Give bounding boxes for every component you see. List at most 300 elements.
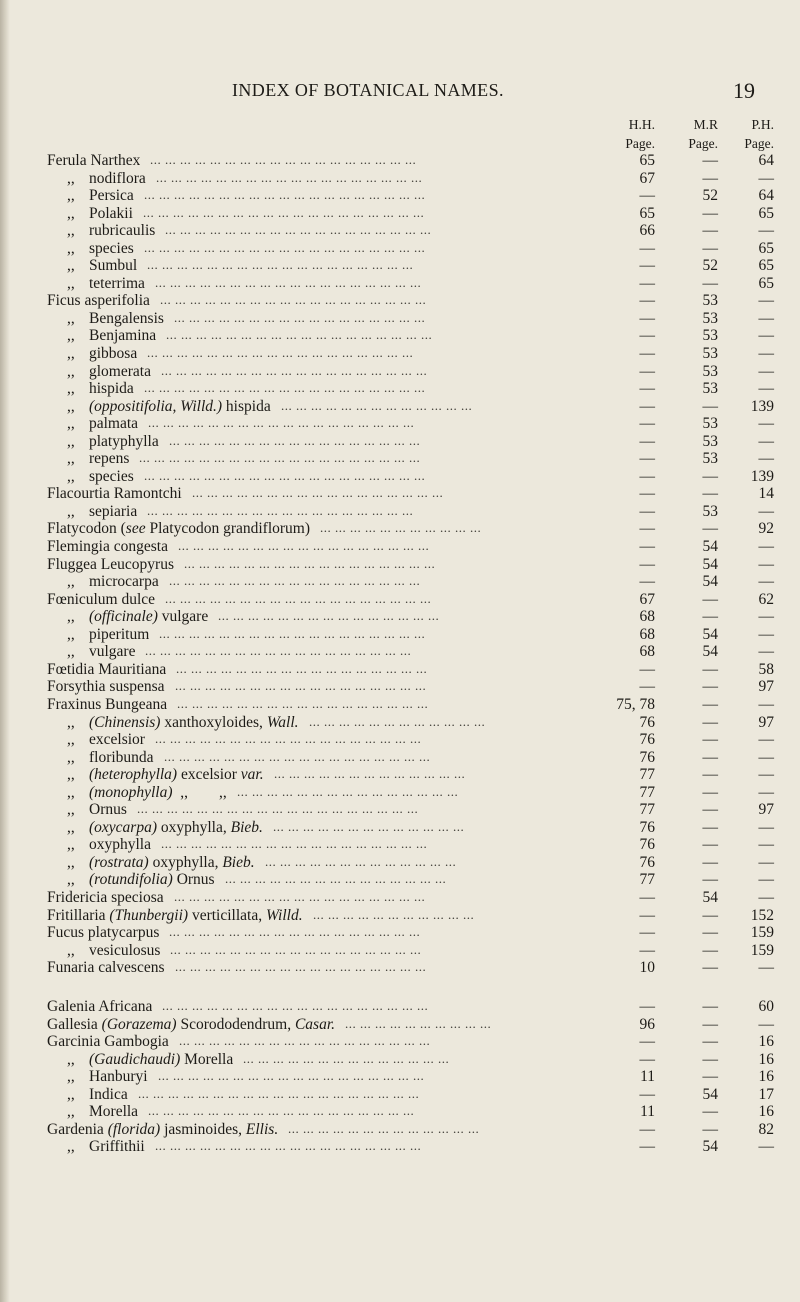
page-ref-mr: — <box>702 590 718 608</box>
entry-synonym: (Gaudichaudi) <box>89 1050 181 1068</box>
entry-label: palmata <box>89 415 139 433</box>
ditto-mark: ,, <box>67 432 75 450</box>
entry-name <box>47 924 159 942</box>
index-entry <box>0 170 800 188</box>
page-ref-ph: — <box>758 502 774 520</box>
entry-name <box>67 836 151 854</box>
page-ref-hh: — <box>639 274 655 292</box>
entry-name <box>67 380 134 398</box>
index-entry <box>0 836 800 854</box>
entry-label: Bengalensis <box>89 309 164 327</box>
ditto-mark: ,, <box>67 713 75 731</box>
entry-name <box>47 1121 278 1139</box>
page-ref-ph: — <box>758 345 774 363</box>
ditto-mark: ,, <box>67 1103 75 1121</box>
leader-dots: ... ... ... ... ... ... ... ... ... ... ... ... ... ... ... ... ... ... <box>147 502 414 518</box>
leader-dots: ... ... ... ... ... ... ... ... ... ... ... ... ... ... ... ... ... <box>192 485 444 501</box>
ditto-mark: ,, <box>67 818 75 836</box>
entry-authority: Wall. <box>266 713 299 731</box>
leader-dots: ... ... ... ... ... ... ... ... ... ... ... ... ... ... ... ... ... ... <box>162 998 429 1013</box>
page-ref-ph: 14 <box>758 485 774 503</box>
page-ref-ph: — <box>758 888 774 906</box>
entry-name <box>67 468 134 486</box>
entry-label: Fraxinus Bungeana <box>47 695 168 713</box>
entry-name <box>47 1016 335 1034</box>
page-ref-mr: — <box>702 1120 718 1138</box>
page-ref-mr: 54 <box>702 573 718 591</box>
leader-dots: ... ... ... ... ... ... ... ... ... ... ... ... ... ... ... ... ... ... <box>165 222 432 238</box>
leader-dots: ... ... ... ... ... ... ... ... ... ... ... ... ... <box>281 397 473 413</box>
entry-name <box>67 801 127 819</box>
page-ref-ph: 97 <box>758 678 774 696</box>
leader-dots: ... ... ... ... ... ... ... ... ... ... ... ... ... ... ... ... ... <box>184 555 436 571</box>
entry-name: Flatycodon (see Platycodon grandiflorum) <box>47 520 311 538</box>
index-entry <box>0 292 800 310</box>
entry-synonym: (Thunbergii) <box>109 906 189 924</box>
ditto-mark: ,, <box>67 257 75 275</box>
page-ref-hh: 11 <box>640 1068 655 1086</box>
leader-dots: ... ... ... ... ... ... ... ... ... ... ... ... ... ... ... ... ... <box>179 1033 431 1049</box>
entry-label: piperitum <box>89 625 150 643</box>
entry-species: xanthoxyloides, <box>160 713 267 731</box>
leader-dots: ... ... ... ... ... ... ... ... ... ... ... ... ... ... ... ... ... <box>174 888 426 904</box>
entry-genus: Fritillaria <box>47 906 110 924</box>
index-entry <box>0 696 800 714</box>
entry-name <box>67 731 145 749</box>
page-ref-hh: — <box>639 998 655 1015</box>
index-entry <box>0 959 800 977</box>
entry-label: vulgare <box>89 643 136 661</box>
page-ref-hh: — <box>639 432 655 450</box>
page-ref-hh: 77 <box>639 871 655 889</box>
page-ref-ph: — <box>758 748 774 766</box>
page-ref-hh: 96 <box>639 1015 655 1033</box>
entry-label: Ferula Narthex <box>47 152 141 169</box>
page-ref-mr: — <box>702 731 718 749</box>
index-entry <box>0 801 800 819</box>
ditto-mark: ,, <box>67 871 75 889</box>
page-ref-mr: — <box>702 871 718 889</box>
page-ref-ph: — <box>758 643 774 661</box>
entry-label: excelsior <box>89 731 145 749</box>
page-ref-mr: 53 <box>702 362 718 380</box>
index-entry <box>0 1033 800 1051</box>
column-subheader-hh: Page. <box>625 136 655 151</box>
entry-name <box>67 327 156 345</box>
entry-name <box>67 433 159 451</box>
page-ref-ph: — <box>758 538 774 556</box>
page-ref-ph: 65 <box>758 274 774 292</box>
entry-label: Ornus <box>89 801 127 819</box>
page-ref-ph: 16 <box>758 1050 774 1068</box>
entry-authority: Casar. <box>294 1015 336 1033</box>
entry-species: jasminoides, <box>160 1120 246 1138</box>
entry-synonym: (rotundifolia) <box>89 871 173 889</box>
ditto-mark: ,, <box>67 1085 75 1103</box>
page-ref-mr: — <box>702 660 718 678</box>
entry-synonym: (officinale) <box>89 608 158 626</box>
page-ref-ph: — <box>758 836 774 854</box>
page-ref-hh: — <box>639 450 655 468</box>
leader-dots: ... ... ... ... ... ... ... ... ... ... ... <box>313 906 475 922</box>
leader-dots: ... ... ... ... ... ... ... ... ... ... ... ... ... ... ... ... ... <box>169 924 421 940</box>
ditto-mark: ,, <box>67 573 75 591</box>
entry-label: Ficus asperifolia <box>47 292 150 310</box>
index-entry <box>0 1138 800 1156</box>
leader-dots: ... ... ... ... ... ... ... ... ... ... ... ... ... ... <box>243 1050 450 1066</box>
index-entry <box>0 1121 800 1139</box>
page-ref-hh: 67 <box>639 169 655 187</box>
page-ref-hh: — <box>639 362 655 380</box>
page-ref-hh: 76 <box>639 713 655 731</box>
page-ref-hh: 77 <box>639 766 655 784</box>
entry-group <box>0 152 800 977</box>
page-ref-mr: — <box>702 239 718 257</box>
ditto-mark: ,, <box>67 801 75 819</box>
entry-label: platyphylla <box>89 432 159 450</box>
entry-species: ,, ,, <box>172 783 227 801</box>
entry-species: hispida <box>222 397 271 415</box>
ditto-mark: ,, <box>67 643 75 661</box>
page-ref-hh: 11 <box>640 1103 655 1121</box>
page-ref-mr: — <box>702 801 718 819</box>
leader-dots: ... ... ... ... ... ... ... ... ... ... ... ... ... <box>265 853 457 869</box>
page-ref-mr: 53 <box>702 345 718 363</box>
entry-label: Flemingia congesta <box>47 538 168 556</box>
page-ref-hh: 76 <box>639 748 655 766</box>
leader-dots: ... ... ... ... ... ... ... ... ... ... ... ... ... ... ... ... ... <box>175 678 427 694</box>
entry-authority: Bieb. <box>230 818 263 836</box>
page-ref-mr: 53 <box>702 292 718 310</box>
page-ref-ph: 65 <box>758 239 774 257</box>
page-ref-ph: — <box>758 380 774 398</box>
leader-dots: ... ... ... ... ... ... ... ... ... ... ... ... ... ... ... ... ... ... ... <box>138 1085 420 1101</box>
entry-label: teterrima <box>89 274 145 292</box>
index-entry <box>0 240 800 258</box>
leader-dots: ... ... ... ... ... ... ... ... ... ... ... ... ... ... ... ... ... ... <box>150 152 417 167</box>
page-ref-ph: — <box>758 573 774 591</box>
page-ref-hh: — <box>639 415 655 433</box>
ditto-mark: ,, <box>67 625 75 643</box>
entry-name <box>47 556 174 574</box>
column-subheader-ph: Page. <box>744 136 774 151</box>
index-entry <box>0 275 800 293</box>
leader-dots: ... ... ... ... ... ... ... ... ... ... ... ... ... ... ... ... ... <box>175 959 427 975</box>
page-ref-ph: 82 <box>758 1120 774 1138</box>
page-ref-ph: — <box>758 362 774 380</box>
ditto-mark: ,, <box>67 766 75 784</box>
index-entry <box>0 398 800 416</box>
leader-dots: ... ... ... ... ... ... ... ... ... ... ... ... ... ... ... ... ... ... <box>156 169 423 185</box>
page-ref-ph: — <box>758 432 774 450</box>
page-ref-mr: — <box>702 959 718 977</box>
page-ref-mr: — <box>702 467 718 485</box>
leader-dots: ... ... ... ... ... ... ... ... ... ... ... ... ... ... ... ... ... ... <box>159 625 426 641</box>
entry-name <box>67 310 164 328</box>
page-ref-ph: — <box>758 783 774 801</box>
leader-dots: ... ... ... ... ... ... ... ... ... ... ... ... ... ... ... ... ... <box>177 695 429 711</box>
index-entry <box>0 608 800 626</box>
index-entry <box>0 503 800 521</box>
page-ref-hh: — <box>639 345 655 363</box>
entry-name <box>67 503 137 521</box>
entry-name <box>67 415 138 433</box>
page-ref-hh: — <box>639 327 655 345</box>
leader-dots: ... ... ... ... ... ... ... ... ... ... ... ... ... ... ... ... ... <box>169 573 421 589</box>
index-entry <box>0 573 800 591</box>
page-ref-ph: — <box>758 853 774 871</box>
index-entry <box>0 998 800 1016</box>
page-ref-ph: — <box>758 871 774 889</box>
leader-dots: ... ... ... ... ... ... ... ... ... ... ... ... ... ... ... ... ... ... ... <box>144 239 426 255</box>
page-ref-mr: — <box>702 222 718 240</box>
entry-label: rubricaulis <box>89 222 156 240</box>
leader-dots: ... ... ... ... ... ... ... ... ... ... ... ... ... ... ... ... ... ... <box>148 1103 415 1119</box>
entry-name <box>67 275 145 293</box>
entry-label: Fridericia speciosa <box>47 888 164 906</box>
entry-label: Fluggea Leucopyrus <box>47 555 174 573</box>
ditto-mark: ,, <box>67 853 75 871</box>
page-ref-mr: 54 <box>702 538 718 556</box>
entry-label: glomerata <box>89 362 151 380</box>
index-entry <box>0 520 800 538</box>
page-ref-ph: — <box>758 327 774 345</box>
entry-genus: Gallesia <box>47 1015 102 1033</box>
page-ref-mr: 54 <box>702 1085 718 1103</box>
leader-dots: ... ... ... ... ... ... ... ... ... ... ... ... ... ... ... ... ... ... ... <box>144 380 426 396</box>
index-entry <box>0 222 800 240</box>
running-head <box>0 80 800 106</box>
ditto-mark: ,, <box>67 309 75 327</box>
page-ref-mr: 54 <box>702 555 718 573</box>
page-ref-ph: 64 <box>758 152 774 169</box>
page-ref-ph: 159 <box>750 924 774 942</box>
leader-dots: ... ... ... ... ... ... ... ... ... ... ... ... ... ... ... ... ... ... <box>161 836 428 852</box>
leader-dots: ... ... ... ... ... ... ... ... ... ... ... ... ... ... ... ... ... ... <box>147 345 414 361</box>
entry-synonym: (florida) <box>107 1120 161 1138</box>
page-ref-hh: — <box>639 1085 655 1103</box>
page-ref-mr: — <box>702 204 718 222</box>
index-entry <box>0 257 800 275</box>
entry-species: Ornus <box>172 871 215 889</box>
entry-name <box>67 205 133 223</box>
leader-dots: ... ... ... ... ... ... ... ... ... ... ... ... ... ... ... <box>225 871 447 887</box>
entry-label: sepiaria <box>89 502 138 520</box>
index-entry <box>0 942 800 960</box>
index-entry <box>0 380 800 398</box>
page-ref-hh: — <box>639 485 655 503</box>
entry-group <box>0 998 800 1156</box>
page-ref-mr: — <box>702 695 718 713</box>
page-ref-hh: — <box>639 187 655 205</box>
ditto-mark: ,, <box>67 204 75 222</box>
index-entry <box>0 871 800 889</box>
page-ref-mr: — <box>702 818 718 836</box>
entry-name <box>47 998 152 1016</box>
entry-name <box>67 1138 145 1156</box>
page-ref-mr: 54 <box>702 643 718 661</box>
entry-name <box>47 889 164 907</box>
page-ref-ph: 152 <box>750 906 774 924</box>
entry-authority: Ellis. <box>245 1120 279 1138</box>
page-ref-mr: — <box>702 853 718 871</box>
leader-dots: ... ... ... ... ... ... ... ... ... ... ... ... ... ... ... ... ... ... <box>155 274 422 290</box>
page-ref-mr: — <box>702 748 718 766</box>
ditto-mark: ,, <box>67 380 75 398</box>
page-ref-mr: — <box>702 520 718 538</box>
entry-name <box>47 538 168 556</box>
index-entry <box>0 538 800 556</box>
entry-label: Funaria calvescens <box>47 959 165 977</box>
column-subheader-mr: Page. <box>688 136 718 151</box>
index-entry <box>0 1086 800 1104</box>
ditto-mark: ,, <box>67 450 75 468</box>
leader-dots: ... ... ... ... ... ... ... ... ... ... ... ... ... ... ... ... ... <box>178 538 430 554</box>
page-ref-mr: — <box>702 485 718 503</box>
leader-dots: ... ... ... ... ... ... ... ... ... ... ... ... ... ... ... ... ... <box>174 309 426 325</box>
page-ref-hh: — <box>639 1033 655 1051</box>
ditto-mark: ,, <box>67 1138 75 1156</box>
leader-dots: ... ... ... ... ... ... ... ... ... ... ... <box>320 520 482 536</box>
page-ref-hh: — <box>639 309 655 327</box>
entry-label: species <box>89 467 134 485</box>
ditto-mark: ,, <box>67 222 75 240</box>
entry-name <box>67 749 154 767</box>
page-ref-mr: — <box>702 1015 718 1033</box>
page-ref-mr: — <box>702 678 718 696</box>
entry-species: excelsior <box>177 766 241 784</box>
page-ref-ph: — <box>758 309 774 327</box>
page-ref-mr: — <box>702 169 718 187</box>
page-ref-ph: 139 <box>750 467 774 485</box>
ditto-mark: ,, <box>67 274 75 292</box>
entry-name <box>67 398 271 416</box>
entry-name <box>67 1068 148 1086</box>
page-ref-ph: — <box>758 1015 774 1033</box>
leader-dots: ... ... ... ... ... ... ... ... ... ... ... ... ... ... ... <box>218 608 440 624</box>
page-ref-ph: 64 <box>758 187 774 205</box>
page-ref-mr: 52 <box>702 257 718 275</box>
page-ref-hh: — <box>639 502 655 520</box>
column-header-ph: P.H. <box>751 117 774 132</box>
page-ref-ph: 65 <box>758 204 774 222</box>
index-entry <box>0 714 800 732</box>
ditto-mark: ,, <box>67 1050 75 1068</box>
page-ref-mr: — <box>702 783 718 801</box>
page-ref-ph: — <box>758 222 774 240</box>
page-ref-hh: — <box>639 941 655 959</box>
ditto-mark: ,, <box>67 415 75 433</box>
page-ref-mr: 54 <box>702 1138 718 1156</box>
entry-name <box>67 573 159 591</box>
page-ref-ph: 16 <box>758 1033 774 1051</box>
page-ref-hh: — <box>639 924 655 942</box>
entry-name <box>67 819 263 837</box>
index-entry <box>0 661 800 679</box>
entry-synonym: (oxycarpa) <box>89 818 157 836</box>
entry-species: oxyphylla, <box>148 853 223 871</box>
ditto-mark: ,, <box>67 327 75 345</box>
leader-dots: ... ... ... ... ... ... ... ... ... ... ... ... ... ... ... ... ... ... <box>166 327 433 343</box>
index-entry <box>0 907 800 925</box>
page-ref-hh: — <box>639 239 655 257</box>
leader-dots: ... ... ... ... ... ... ... ... ... ... ... ... ... ... ... ... ... ... <box>158 1068 425 1084</box>
page-ref-ph: — <box>758 1138 774 1156</box>
entry-label: gibbosa <box>89 345 138 363</box>
see-reference: see <box>125 520 146 538</box>
page-ref-mr: — <box>702 924 718 942</box>
index-entry <box>0 556 800 574</box>
leader-dots: ... ... ... ... ... ... ... ... ... ... ... ... ... ... ... ... ... ... ... <box>137 801 419 817</box>
column-header-mr: M.R <box>693 117 718 132</box>
page-ref-mr: 53 <box>702 327 718 345</box>
page-ref-ph: 16 <box>758 1068 774 1086</box>
entry-name <box>67 222 155 240</box>
leader-dots: ... ... ... ... ... ... ... ... ... ... ... ... ... ... ... ... ... <box>176 660 428 676</box>
page-ref-mr: — <box>702 713 718 731</box>
index-entry <box>0 643 800 661</box>
page-ref-hh: 68 <box>639 643 655 661</box>
entry-name <box>47 292 150 310</box>
leader-dots: ... ... ... ... ... ... ... ... ... ... ... ... ... ... ... ... ... ... <box>148 415 415 431</box>
entry-label: vesiculosus <box>89 941 161 959</box>
entry-label: repens <box>89 450 130 468</box>
page-ref-mr: 53 <box>702 309 718 327</box>
page-ref-hh: — <box>639 397 655 415</box>
page-ref-hh: 76 <box>639 731 655 749</box>
entry-name <box>67 626 149 644</box>
entry-label: Morella <box>89 1103 139 1121</box>
page-ref-ph: 60 <box>758 998 774 1015</box>
page-ref-hh: 77 <box>639 801 655 819</box>
page-number: 19 <box>733 78 755 103</box>
leader-dots: ... ... ... ... ... ... ... ... ... ... ... ... ... ... ... ... ... ... <box>161 362 428 378</box>
page-ref-ph: — <box>758 415 774 433</box>
page-ref-ph: 17 <box>758 1085 774 1103</box>
entry-name <box>47 152 140 170</box>
page-ref-mr: 53 <box>702 415 718 433</box>
page-ref-hh: 65 <box>639 152 655 169</box>
leader-dots: ... ... ... ... ... ... ... ... ... ... ... ... ... ... ... ... ... <box>170 941 422 957</box>
index-entry <box>0 591 800 609</box>
entry-label: Polakii <box>89 204 133 222</box>
leader-dots: ... ... ... ... ... ... ... ... ... ... <box>345 1015 492 1031</box>
page-ref-hh: — <box>639 1050 655 1068</box>
page-ref-ph: — <box>758 625 774 643</box>
entry-name <box>67 170 146 188</box>
entry-synonym: (monophylla) <box>89 783 173 801</box>
index-entry <box>0 205 800 223</box>
index-entry <box>0 415 800 433</box>
entry-name <box>67 871 215 889</box>
page-ref-ph: — <box>758 731 774 749</box>
ditto-mark: ,, <box>67 345 75 363</box>
page-ref-hh: 75, 78 <box>616 695 655 713</box>
ditto-mark: ,, <box>67 748 75 766</box>
index-entry <box>0 152 800 170</box>
entry-name <box>67 257 137 275</box>
index-entry <box>0 468 800 486</box>
leader-dots: ... ... ... ... ... ... ... ... ... ... ... ... <box>309 713 486 729</box>
page-ref-hh: 67 <box>639 590 655 608</box>
page-ref-ph: — <box>758 292 774 310</box>
page-ref-mr: — <box>702 906 718 924</box>
page-ref-mr: 53 <box>702 432 718 450</box>
entry-name <box>67 345 137 363</box>
page-ref-mr: — <box>702 608 718 626</box>
index-entry <box>0 854 800 872</box>
entry-name <box>67 450 129 468</box>
